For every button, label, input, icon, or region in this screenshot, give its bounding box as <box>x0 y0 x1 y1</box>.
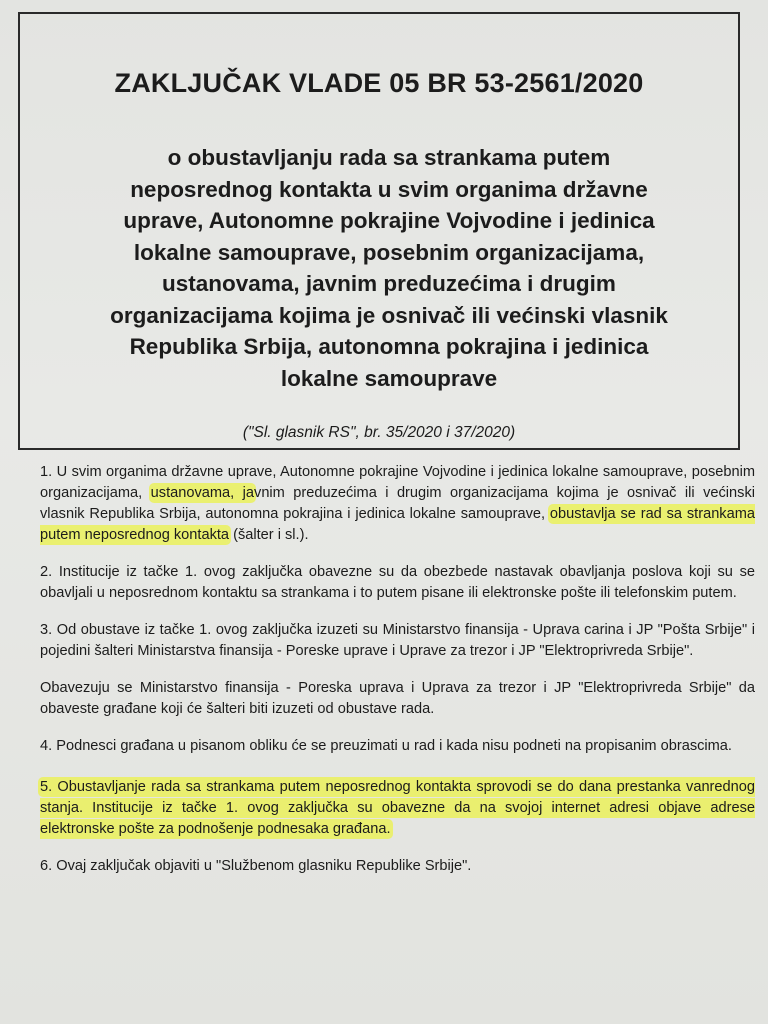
document-title: ZAKLJUČAK VLADE 05 BR 53-2561/2020 <box>114 68 644 98</box>
highlighted-text: 5. Obustavljanje rada sa strankama putem neposrednog kontakta sprovodi se do dana prestanka vanrednog stanja. Institucije iz tačke 1. ovog zaključka su obavezne da na svojoj internet adresi objave adrese elektronske pošte za podnošenje podnesaka građana. <box>40 779 755 837</box>
paragraph-text: 1. U svim organima državne uprave, Autonomne pokrajine Vojvodine i jedinica lokalne samouprave, posebnim organizacijama, <box>40 464 755 501</box>
subtitle-line: lokalne samouprave <box>280 365 498 391</box>
subtitle-line: Republika Srbija, autonomna pokrajina i jedinica <box>129 334 649 359</box>
subtitle-line: uprave, Autonomne pokrajine Vojvodine i jedinica <box>123 208 655 233</box>
gazette-reference: ("Sl. glasnik RS", br. 35/2020 i 37/2020) <box>242 424 516 441</box>
subtitle-line: ustanovama, javnim preduzećima i drugim <box>162 271 616 296</box>
subtitle-line: neposrednog kontakta u svim organima državne <box>130 176 648 202</box>
paragraph-3: 3. Od obustave iz tačke 1. ovog zaključka izuzeti su Ministarstvo finansija - Uprava carina i JP "Pošta Srbije" i pojedini šalteri Ministarstva finansija - Poreske uprave i Uprave za trezor i JP "Elektroprivreda Srbije". <box>40 622 755 659</box>
paragraph-3b: Obavezuju se Ministarstvo finansija - Poreska uprava i Uprava za trezor i JP "Elektroprivreda Srbije" da obaveste građane koji će šalteri biti izuzeti od obustave rada. <box>40 680 755 717</box>
highlighted-text: ustanovama, ja <box>150 485 255 501</box>
paragraph-text: (šalter i sl.). <box>229 527 309 543</box>
paragraph-6: 6. Ovaj zaključak objaviti u "Službenom glasniku Republike Srbije". <box>40 858 472 874</box>
subtitle-line: o obustavljanju rada sa strankama putem <box>167 145 611 170</box>
paragraph-5 <box>40 777 755 840</box>
header-box <box>18 12 740 450</box>
paragraph-2: 2. Institucije iz tačke 1. ovog zaključka obavezne su da obezbede nastavak obavljanja poslova koji su se obavljali u neposrednom kontaktu sa strankama i to putem pisane ili elektronske pošte ili telefonskim putem. <box>40 564 755 601</box>
paragraph-text: vnim preduzećima i drugim organizacijama kojima je osnivač ili većinski vlasnik Republika Srbija, autonomna pokrajina i jedinica lokalne samouprave, <box>40 485 755 522</box>
document-subtitle <box>70 142 708 394</box>
subtitle-line: organizacijama kojima je osnivač ili većinski vlasnik <box>110 302 668 328</box>
highlighted-text: obustavlja se rad sa strankama putem neposrednog kontakta <box>40 506 755 543</box>
document-body <box>40 462 755 893</box>
subtitle-line: lokalne samouprave, posebnim organizacijama, <box>133 239 645 265</box>
paragraph-4: 4. Podnesci građana u pisanom obliku će se preuzimati u rad i kada nisu podneti na propisanim obrascima. <box>40 738 732 754</box>
paragraph-1 <box>40 462 755 546</box>
